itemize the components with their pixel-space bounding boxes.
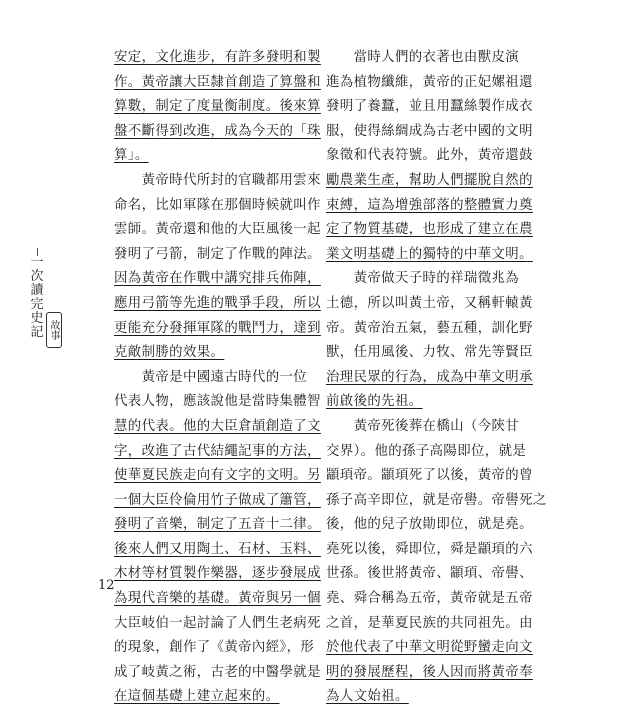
text-line: 算數，制定了度量衡制度。後來算 bbox=[114, 99, 321, 115]
text-line: 字，改進了古代結繩記事的方法， bbox=[114, 443, 321, 459]
text-line: 後來人們又用陶土、石材、玉料、 bbox=[114, 541, 321, 557]
text-line: 成了岐黃之術，古老的中醫學就是 bbox=[114, 664, 321, 680]
section-label: 故事 bbox=[46, 312, 62, 348]
text-line: 孫子高辛即位，就是帝嚳。帝嚳死之 bbox=[326, 492, 547, 508]
text-line: 顓頊帝。顓頊死了以後，黃帝的曾 bbox=[326, 468, 533, 484]
text-line: 為現代音樂的基礎。黃帝與另一個 bbox=[114, 591, 321, 607]
book-spine-marker bbox=[28, 255, 59, 366]
text-line: 發明了弓箭，制定了作戰的陣法。 bbox=[114, 246, 321, 262]
text-line: 土德，所以叫黃土帝，又稱軒轅黃 bbox=[326, 295, 533, 311]
text-line: 勵農業生產，幫助人們擺脫自然的 bbox=[326, 172, 533, 188]
text-line: 黃帝是中國遠古時代的一位 bbox=[114, 369, 308, 385]
book-title: 一次讀完史記 bbox=[30, 255, 44, 340]
text-line: 安定，文化進步，有許多發明和製 bbox=[114, 50, 321, 65]
text-line: 大臣岐伯一起討論了人們生老病死 bbox=[114, 615, 321, 631]
text-line: 堯、舜合稱為五帝，黃帝就是五帝 bbox=[326, 591, 533, 607]
text-line: 進為植物纖維，黃帝的正妃嫘祖還 bbox=[326, 74, 533, 90]
text-line: 算」。 bbox=[114, 148, 149, 164]
text-line: 黃帝時代所封的官職都用雲來 bbox=[114, 172, 321, 188]
text-line: 服，使得絲綢成為古老中國的文明 bbox=[326, 123, 533, 139]
text-line: 前啟後的先祖。 bbox=[326, 394, 423, 410]
text-line: 業文明基礎上的獨特的中華文明。 bbox=[326, 246, 533, 262]
text-line: 盤不斷得到改進，成為今天的「珠 bbox=[114, 123, 321, 139]
text-line: 黃帝死後葬在橋山（今陝甘 bbox=[326, 418, 520, 434]
left-text-column bbox=[114, 46, 321, 710]
text-line: 獸，任用風後、力牧、常先等賢臣 bbox=[326, 345, 533, 361]
text-line: 為人文始祖。 bbox=[326, 689, 409, 705]
text-line: 命名，比如軍隊在那個時候就叫作 bbox=[114, 197, 321, 213]
text-line: 之首，是華夏民族的共同祖先。由 bbox=[326, 615, 533, 631]
right-text-column bbox=[326, 46, 547, 710]
text-line: 治理民眾的行為，成為中華文明承 bbox=[326, 369, 533, 385]
text-line: 堯死以後，舜即位，舜是顓頊的六 bbox=[326, 541, 533, 557]
text-line: 發明了養蠶，並且用蠶絲製作成衣 bbox=[326, 99, 533, 115]
text-line: 明的發展歷程，後人因而將黃帝奉 bbox=[326, 664, 533, 680]
text-line: 發明了音樂，制定了五音十二律。 bbox=[114, 517, 321, 533]
text-line: 代表人物，應該說他是當時集體智 bbox=[114, 394, 321, 410]
text-line: 一個大臣伶倫用竹子做成了簫管， bbox=[114, 492, 321, 508]
text-line: 在這個基礎上建立起來的。 bbox=[114, 689, 280, 705]
text-line: 慧的代表。他的大臣倉頡創造了文 bbox=[114, 418, 321, 434]
text-line: 使華夏民族走向有文字的文明。另 bbox=[114, 468, 321, 484]
text-line: 更能充分發揮軍隊的戰鬥力，達到 bbox=[114, 320, 321, 336]
text-line: 帝。黃帝治五氣，藝五種，訓化野 bbox=[326, 320, 533, 336]
text-line: 的現象，創作了《黃帝內經》，形 bbox=[114, 640, 315, 656]
text-line: 束縛，這為增強部落的整體實力奠 bbox=[326, 197, 533, 213]
text-line: 交界）。他的孫子高陽即位，就是 bbox=[326, 443, 527, 459]
text-line: 黃帝做天子時的祥瑞徵兆為 bbox=[326, 271, 520, 287]
text-line: 因為黃帝在作戰中講究排兵佈陣， bbox=[114, 271, 321, 287]
text-line: 後，他的兒子放勛即位，就是堯。 bbox=[326, 517, 533, 533]
text-line: 當時人們的衣著也由獸皮演 bbox=[326, 50, 520, 65]
text-line: 定了物質基礎，也形成了建立在農 bbox=[326, 222, 533, 238]
text-line: 雲師。黃帝還和他的大臣風後一起 bbox=[114, 222, 321, 238]
text-line: 克敵制勝的效果。 bbox=[114, 345, 225, 361]
text-line: 於他代表了中華文明從野蠻走向文 bbox=[326, 640, 533, 656]
text-line: 木材等材質製作樂器，逐步發展成 bbox=[114, 566, 321, 582]
text-line: 作。黃帝讓大臣隸首創造了算盤和 bbox=[114, 74, 321, 90]
text-line: 世孫。後世將黃帝、顓頊、帝嚳、 bbox=[326, 566, 533, 582]
text-line: 象徵和代表符號。此外，黃帝還鼓 bbox=[326, 148, 533, 164]
text-line: 應用弓箭等先進的戰爭手段，所以 bbox=[114, 295, 321, 311]
page-number: 12 bbox=[98, 578, 115, 593]
